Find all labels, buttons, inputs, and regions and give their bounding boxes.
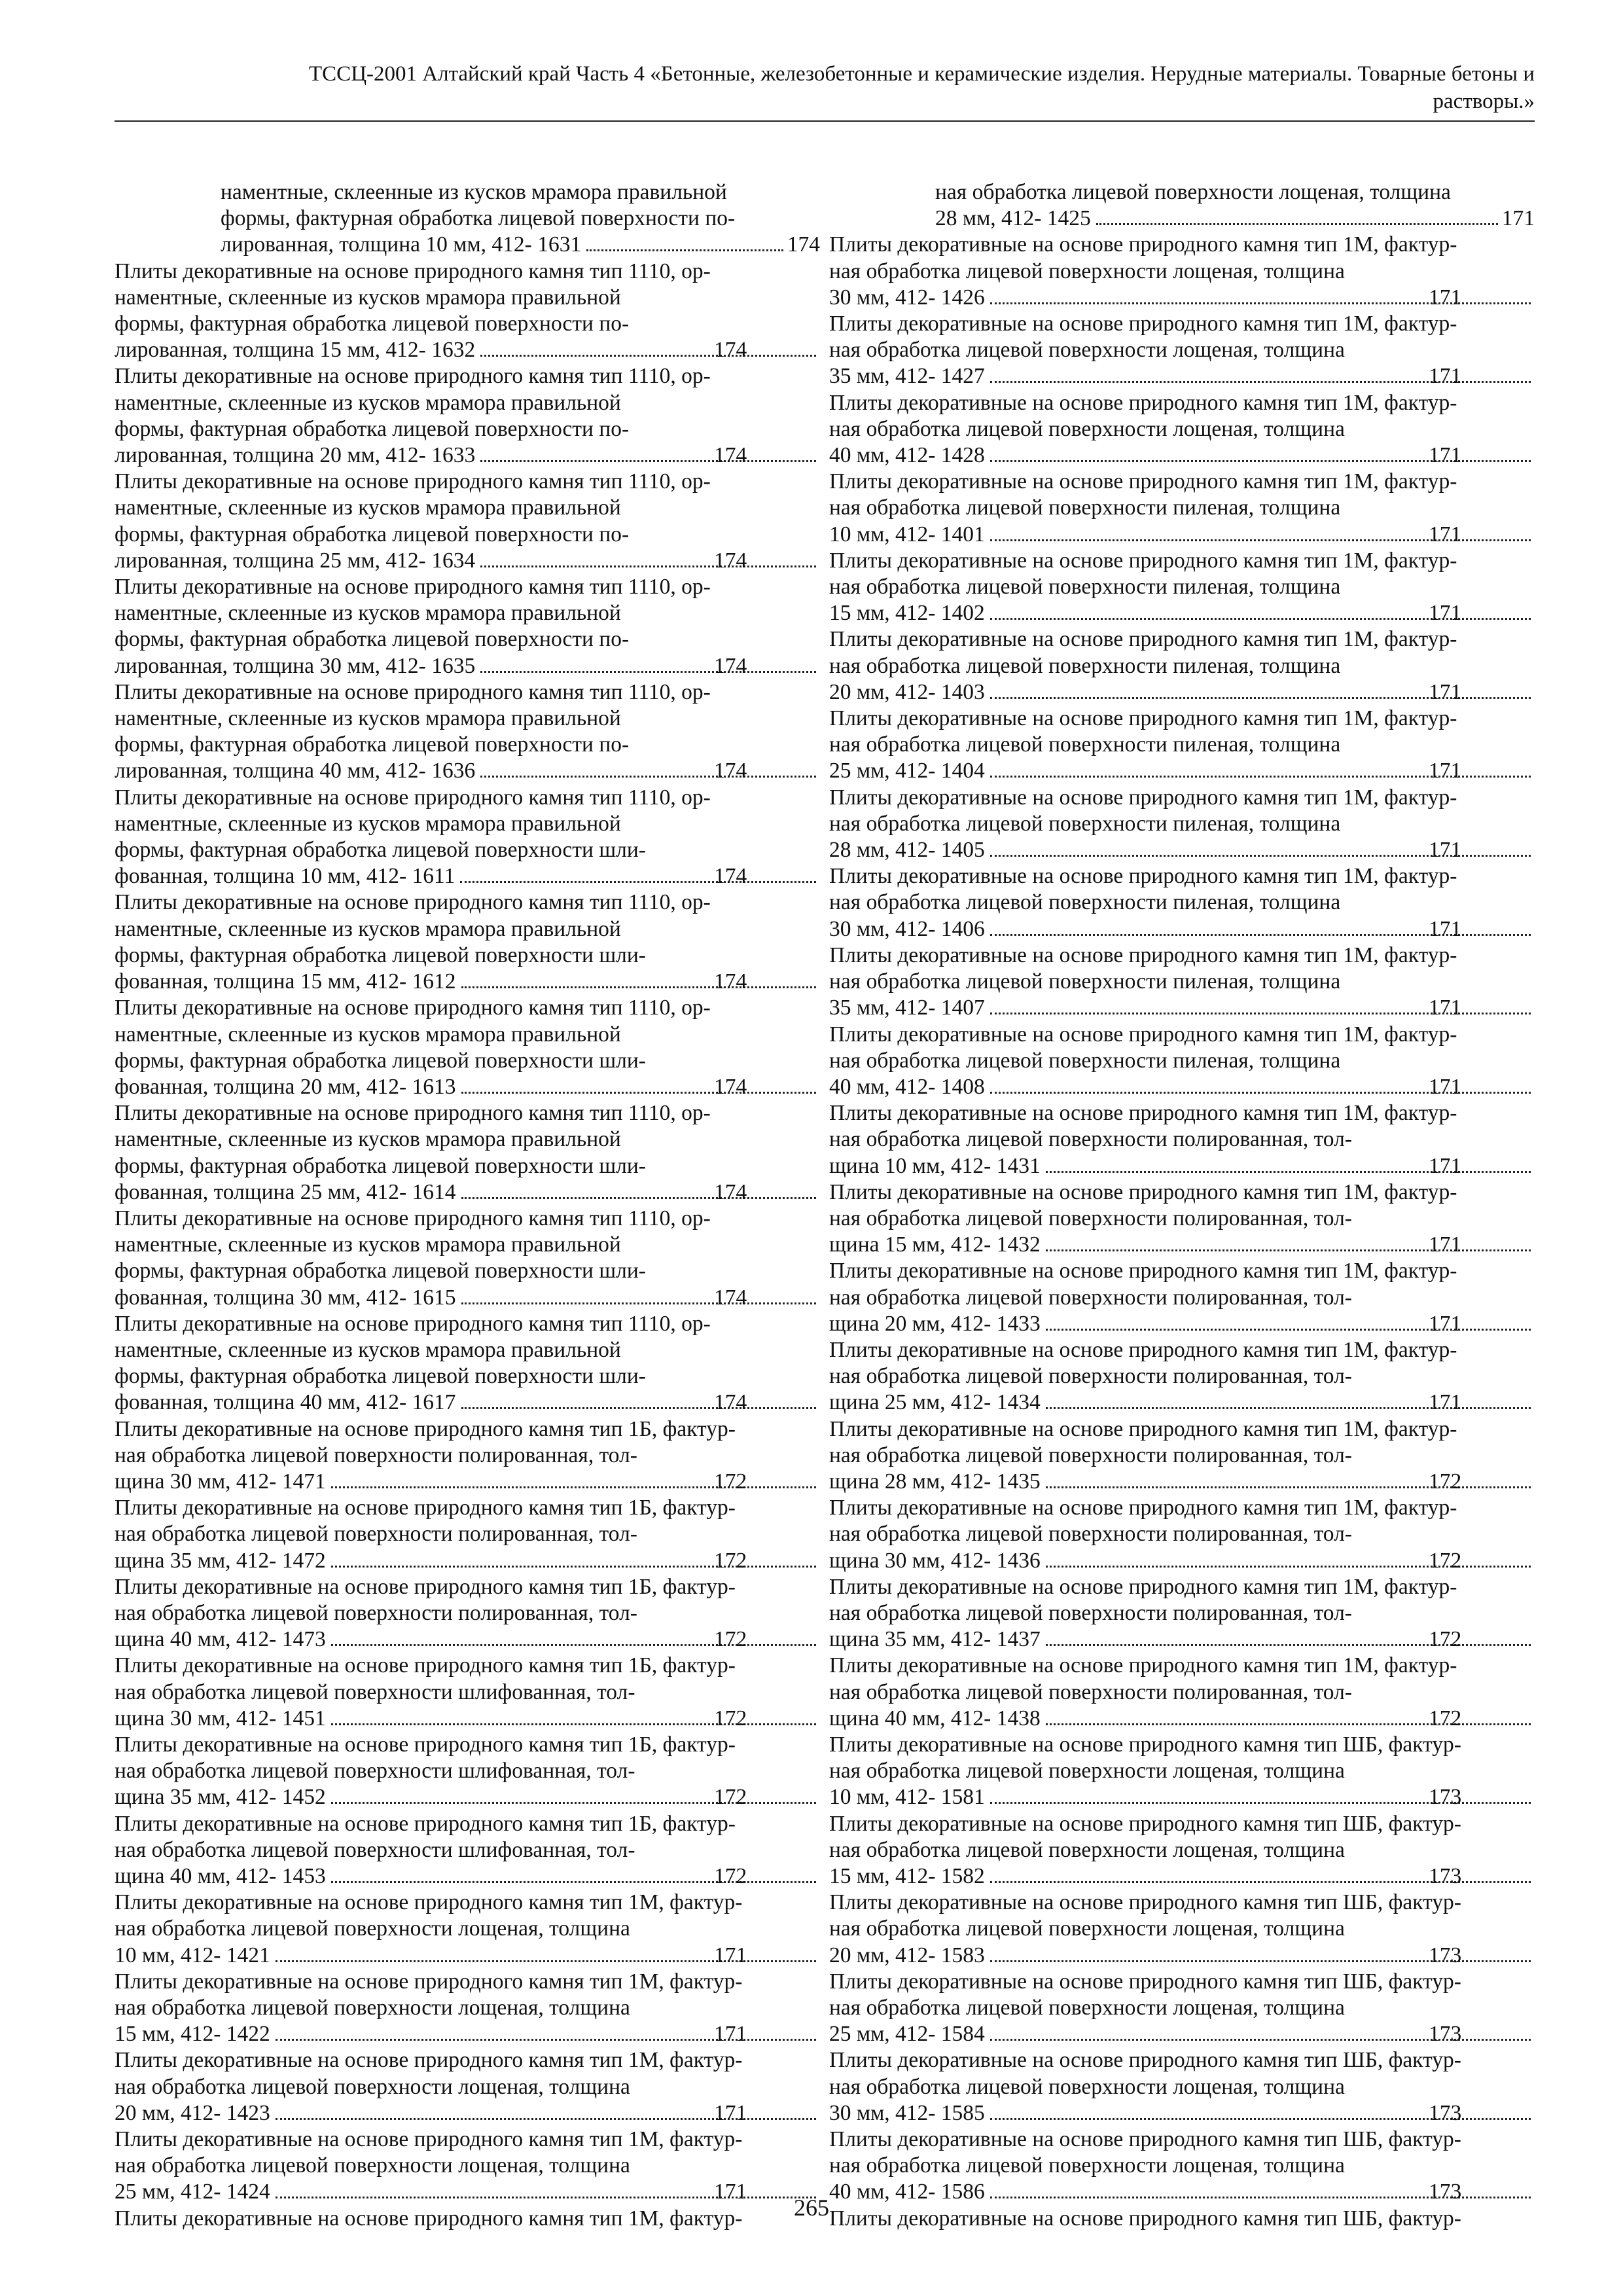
index-entry-code: фованная, толщина 10 мм, 412- 1611 <box>115 864 455 889</box>
index-entry-final-line: лированная, толщина 40 мм, 412- 1636 174 <box>221 758 820 784</box>
index-entry-line: Плиты декоративные на основе природного камня тип ШБ, фактур- <box>829 2048 1461 2073</box>
index-entry <box>115 785 820 890</box>
index-entry-code: 40 мм, 412- 1408 <box>829 1074 985 1099</box>
index-entry <box>115 1206 820 1311</box>
index-entry-final-line: щина 20 мм, 412- 1433 171 <box>935 1311 1535 1337</box>
dot-leader <box>480 671 816 673</box>
index-entry-code: 20 мм, 412- 1423 <box>115 2100 270 2125</box>
index-entry-line: формы, фактурная обработка лицевой поверхности шли- <box>115 1153 646 1178</box>
index-entry <box>115 1416 820 1496</box>
index-entry-code: фованная, толщина 20 мм, 412- 1613 <box>115 1074 456 1099</box>
index-entry-final-line: лированная, толщина 20 мм, 412- 1633 174 <box>221 442 820 469</box>
dot-leader <box>461 986 816 988</box>
index-entry-code: щина 30 мм, 412- 1436 <box>829 1548 1041 1573</box>
index-entry-final-line: фованная, толщина 30 мм, 412- 1615 174 <box>221 1285 820 1311</box>
index-entry-line: ная обработка лицевой поверхности пиленая, толщина <box>829 732 1341 757</box>
index-entry <box>115 179 820 259</box>
index-entry-final-line: 35 мм, 412- 1407 171 <box>935 995 1535 1021</box>
running-header-line-1: ТССЦ-2001 Алтайский край Часть 4 «Бетонные, железобетонные и керамические изделия. Нерудные материалы. Товарные бетоны и <box>309 62 1535 86</box>
index-entry-line: Плиты декоративные на основе природного камня тип 1Б, фактур- <box>115 1416 736 1441</box>
index-entry-code: 30 мм, 412- 1426 <box>829 285 985 310</box>
index-entry-code: лированная, толщина 20 мм, 412- 1633 <box>115 443 476 468</box>
index-entry-line: Плиты декоративные на основе природного камня тип ШБ, фактур- <box>829 2206 1461 2231</box>
index-entry-line: ная обработка лицевой поверхности полированная, тол- <box>829 1679 1352 1704</box>
index-entry-line: ная обработка лицевой поверхности пиленая, толщина <box>829 1048 1341 1073</box>
index-entry-code: щина 15 мм, 412- 1432 <box>829 1232 1041 1257</box>
index-entry-code: фованная, толщина 30 мм, 412- 1615 <box>115 1285 456 1310</box>
index-entry-line: Плиты декоративные на основе природного камня тип 1М, фактур- <box>829 1259 1457 1283</box>
index-entry-code: 25 мм, 412- 1424 <box>115 2179 270 2204</box>
index-entry <box>115 1969 820 2048</box>
index-entry-line: наментные, склеенные из кусков мрамора правильной <box>115 285 621 310</box>
index-entry-line: Плиты декоративные на основе природного камня тип 1110, ор- <box>115 575 711 600</box>
index-entry-code: фованная, толщина 15 мм, 412- 1612 <box>115 969 456 994</box>
index-entry-final-line: щина 30 мм, 412- 1436 172 <box>935 1548 1535 1574</box>
index-entry-line: Плиты декоративные на основе природного камня тип 1Б, фактур- <box>115 1496 736 1520</box>
index-column-left <box>115 179 820 2232</box>
index-entry-final-line: 28 мм, 412- 1405 171 <box>935 837 1535 863</box>
index-entry-line: ная обработка лицевой поверхности полированная, тол- <box>829 1600 1352 1625</box>
index-entry-final-line: 25 мм, 412- 1584 173 <box>935 2021 1535 2047</box>
index-entry-line: ная обработка лицевой поверхности шлифованная, тол- <box>115 1679 635 1704</box>
index-entry-code: щина 35 мм, 412- 1452 <box>115 1785 326 1810</box>
index-entry-line: Плиты декоративные на основе природного камня тип 1М, фактур- <box>829 1101 1457 1126</box>
index-entry-line: Плиты декоративные на основе природного камня тип 1Б, фактур- <box>115 1732 736 1757</box>
index-entry-line: ная обработка лицевой поверхности лощеная, толщина <box>829 1759 1345 1784</box>
index-entry-final-line: щина 30 мм, 412- 1451 172 <box>221 1706 820 1732</box>
index-entry-code: 35 мм, 412- 1427 <box>829 364 985 389</box>
index-entry-line: наментные, склеенные из кусков мрамора правильной <box>115 390 621 415</box>
index-entry-line: ная обработка лицевой поверхности пиленая, толщина <box>829 575 1341 600</box>
index-page-ref: 171 <box>1501 206 1535 231</box>
index-entry-final-line: фованная, толщина 25 мм, 412- 1614 174 <box>221 1179 820 1206</box>
dot-leader <box>480 355 816 357</box>
index-entry <box>829 706 1535 785</box>
index-entry-line: формы, фактурная обработка лицевой поверхности по- <box>115 522 630 547</box>
index-entry-line: ная обработка лицевой поверхности лощеная, толщина <box>829 2153 1345 2178</box>
index-entry-line: ная обработка лицевой поверхности лощеная, толщина <box>829 1916 1345 1941</box>
index-entry <box>115 1495 820 1574</box>
index-entry-line: ная обработка лицевой поверхности пиленая, толщина <box>829 495 1341 520</box>
index-entry-code: щина 28 мм, 412- 1435 <box>829 1469 1041 1494</box>
index-entry-code: щина 40 мм, 412- 1473 <box>115 1627 326 1652</box>
index-entry-line: формы, фактурная обработка лицевой поверхности по- <box>115 312 630 336</box>
index-entry-line: Плиты декоративные на основе природного камня тип 1М, фактур- <box>829 1653 1457 1678</box>
index-entry-line: Плиты декоративные на основе природного камня тип 1110, ор- <box>115 996 711 1020</box>
index-entry <box>829 863 1535 942</box>
index-entry-code: 40 мм, 412- 1428 <box>829 443 985 468</box>
index-entry <box>829 1574 1535 1653</box>
index-entry-code: 20 мм, 412- 1583 <box>829 1943 985 1967</box>
dot-leader <box>480 776 816 778</box>
index-entry <box>829 1890 1535 1969</box>
index-entry-line: ная обработка лицевой поверхности полированная, тол- <box>115 1443 637 1467</box>
index-entry <box>115 1574 820 1653</box>
index-entry <box>829 1022 1535 1101</box>
index-entry-code: 10 мм, 412- 1401 <box>829 522 985 547</box>
header-divider <box>115 120 1535 122</box>
dot-leader <box>480 565 816 567</box>
index-entry-final-line: щина 40 мм, 412- 1438 172 <box>935 1706 1535 1732</box>
index-entry <box>829 942 1535 1022</box>
index-entry-line: Плиты декоративные на основе природного камня тип 1М, фактур- <box>829 942 1457 967</box>
index-entry-code: лированная, толщина 10 мм, 412- 1631 <box>221 232 582 257</box>
index-entry-line: ная обработка лицевой поверхности пиленая, толщина <box>829 811 1341 836</box>
index-entry <box>115 1811 820 1890</box>
index-entry <box>829 1495 1535 1574</box>
index-entry-final-line: лированная, толщина 15 мм, 412- 1632 174 <box>221 337 820 363</box>
index-entry-final-line: фованная, толщина 10 мм, 412- 1611 174 <box>221 863 820 889</box>
index-entry-line: наментные, склеенные из кусков мрамора правильной <box>115 495 621 520</box>
index-entry-line: Плиты декоративные на основе природного камня тип 1М, фактур- <box>829 1022 1457 1047</box>
index-entry-code: щина 40 мм, 412- 1438 <box>829 1706 1041 1731</box>
index-entry-final-line: щина 10 мм, 412- 1431 171 <box>935 1153 1535 1179</box>
index-entry-line: ная обработка лицевой поверхности лощеная, толщина <box>115 1996 630 2020</box>
index-entry <box>115 679 820 785</box>
index-entry-line: ная обработка лицевой поверхности полированная, тол- <box>829 1364 1352 1389</box>
index-entry-line: Плиты декоративные на основе природного камня тип 1110, ор- <box>115 1206 711 1230</box>
dot-leader <box>461 1302 816 1304</box>
index-entry <box>829 1811 1535 1890</box>
index-entry-final-line: щина 15 мм, 412- 1432 171 <box>935 1232 1535 1258</box>
index-entry-line: Плиты декоративные на основе природного камня тип 1М, фактур- <box>829 232 1457 257</box>
index-entry-code: 20 мм, 412- 1403 <box>829 679 985 704</box>
index-entry-line: формы, фактурная обработка лицевой поверхности шли- <box>115 1048 646 1073</box>
index-entry-final-line <box>935 206 1535 232</box>
index-entry-line: Плиты декоративные на основе природного камня тип ШБ, фактур- <box>829 1890 1461 1915</box>
index-entry-final-line: 10 мм, 412- 1401 171 <box>935 522 1535 548</box>
index-entry-line: формы, фактурная обработка лицевой поверхности шли- <box>115 1259 646 1283</box>
index-entry-final-line: щина 40 мм, 412- 1453 172 <box>221 1863 820 1890</box>
index-entry <box>829 2047 1535 2126</box>
index-entry-line: Плиты декоративные на основе природного камня тип 1М, фактур- <box>829 1574 1457 1599</box>
index-entry-final-line: 15 мм, 412- 1422 171 <box>221 2021 820 2047</box>
index-entry-line: ная обработка лицевой поверхности лощеная, толщина <box>829 1837 1345 1862</box>
index-entry-code: 15 мм, 412- 1422 <box>115 2022 270 2047</box>
index-entry-code: 28 мм, 412- 1425 <box>935 206 1091 231</box>
index-entry-final-line: щина 35 мм, 412- 1472 172 <box>221 1548 820 1574</box>
index-entry-code: щина 10 мм, 412- 1431 <box>829 1153 1041 1178</box>
index-entry-final-line: 30 мм, 412- 1585 173 <box>935 2100 1535 2126</box>
index-entry-final-line: 40 мм, 412- 1586 173 <box>935 2179 1535 2205</box>
index-entry <box>829 1179 1535 1259</box>
index-entry-line: ная обработка лицевой поверхности лощеная, толщина <box>115 2074 630 2099</box>
index-entry-line: Плиты декоративные на основе природного камня тип 1М, фактур- <box>829 469 1457 494</box>
index-entry-line: Плиты декоративные на основе природного камня тип 1Б, фактур- <box>115 1574 736 1599</box>
index-entry-code: 30 мм, 412- 1585 <box>829 2100 985 2125</box>
index-entry-code: лированная, толщина 40 мм, 412- 1636 <box>115 759 476 783</box>
index-entry <box>829 626 1535 706</box>
index-entry <box>829 1416 1535 1496</box>
index-entry-line: Плиты декоративные на основе природного камня тип 1110, ор- <box>115 679 711 704</box>
dot-leader <box>1096 223 1498 225</box>
index-entry-final-line: 15 мм, 412- 1402 171 <box>935 600 1535 626</box>
index-entry-line: ная обработка лицевой поверхности полированная, тол- <box>115 1600 637 1625</box>
index-entry-code: 28 мм, 412- 1405 <box>829 838 985 863</box>
index-entry-line: Плиты декоративные на основе природного камня тип ШБ, фактур- <box>829 2127 1461 2152</box>
index-entry-final-line: 40 мм, 412- 1428 171 <box>935 442 1535 469</box>
index-entry-final-line: 25 мм, 412- 1424 171 <box>221 2179 820 2205</box>
index-entry <box>829 1337 1535 1416</box>
index-entry-final-line: 20 мм, 412- 1423 171 <box>221 2100 820 2126</box>
index-entry-line: Плиты декоративные на основе природного камня тип ШБ, фактур- <box>829 1732 1461 1757</box>
index-entry-line: ная обработка лицевой поверхности шлифованная, тол- <box>115 1759 635 1784</box>
index-entry-code: 10 мм, 412- 1581 <box>829 1785 985 1810</box>
index-entry <box>115 1890 820 1969</box>
index-entry-final-line <box>221 232 820 258</box>
index-entry-final-line: щина 30 мм, 412- 1471 172 <box>221 1469 820 1495</box>
index-entry-line: ная обработка лицевой поверхности лощеная, толщина <box>115 2153 630 2178</box>
index-entry-line: Плиты декоративные на основе природного камня тип ШБ, фактур- <box>829 1811 1461 1836</box>
index-entry-final-line: 40 мм, 412- 1408 171 <box>935 1074 1535 1100</box>
index-entry-line: ная обработка лицевой поверхности лощеная, толщина <box>829 259 1345 283</box>
index-entry-line: ная обработка лицевой поверхности полированная, тол- <box>829 1285 1352 1310</box>
index-entry-final-line: 10 мм, 412- 1421 171 <box>221 1943 820 1969</box>
index-entry-final-line: щина 28 мм, 412- 1435 172 <box>935 1469 1535 1495</box>
index-entry-code: 25 мм, 412- 1584 <box>829 2022 985 2047</box>
index-entry-line: формы, фактурная обработка лицевой поверхности по- <box>221 206 736 231</box>
index-entry-code: фованная, толщина 40 мм, 412- 1617 <box>115 1390 456 1415</box>
index-entry-code: 10 мм, 412- 1421 <box>115 1943 270 1967</box>
index-entry-line: Плиты декоративные на основе природного камня тип 1М, фактур- <box>829 312 1457 336</box>
index-entry-line: ная обработка лицевой поверхности полированная, тол- <box>115 1522 637 1547</box>
index-entry-final-line: 20 мм, 412- 1403 171 <box>935 679 1535 706</box>
index-entry-final-line: лированная, толщина 30 мм, 412- 1635 174 <box>221 653 820 679</box>
index-entry-final-line: фованная, толщина 40 мм, 412- 1617 174 <box>221 1390 820 1416</box>
index-entry <box>115 889 820 995</box>
index-entry-line: Плиты декоративные на основе природного камня тип 1М, фактур- <box>115 2048 743 2073</box>
index-entry-line: Плиты декоративные на основе природного камня тип 1Б, фактур- <box>115 1811 736 1836</box>
index-entry-code: лированная, толщина 25 мм, 412- 1634 <box>115 548 476 573</box>
index-entry <box>115 2047 820 2126</box>
index-entry <box>115 363 820 469</box>
index-entry-line: Плиты декоративные на основе природного камня тип 1М, фактур- <box>829 1337 1457 1362</box>
index-entry-code: щина 40 мм, 412- 1453 <box>115 1864 326 1888</box>
dot-leader <box>461 1407 816 1409</box>
index-entry <box>829 548 1535 627</box>
index-entry-line: Плиты декоративные на основе природного камня тип 1110, ор- <box>115 1311 711 1336</box>
index-entry-line: Плиты декоративные на основе природного камня тип 1М, фактур- <box>115 1890 743 1915</box>
index-entry-line: Плиты декоративные на основе природного камня тип 1М, фактур- <box>115 1969 743 1994</box>
index-entry-code: 35 мм, 412- 1407 <box>829 996 985 1020</box>
index-entry-line: наментные, склеенные из кусков мрамора правильной <box>115 1127 621 1152</box>
index-entry-line: формы, фактурная обработка лицевой поверхности шли- <box>115 1364 646 1389</box>
index-entry-line: наментные, склеенные из кусков мрамора правильной <box>115 811 621 836</box>
running-header-line-2: растворы.» <box>1433 90 1535 113</box>
index-entry <box>829 390 1535 469</box>
index-column-right <box>829 179 1535 2232</box>
index-entry-line: формы, фактурная обработка лицевой поверхности по- <box>115 732 630 757</box>
index-entry-code: щина 25 мм, 412- 1434 <box>829 1390 1041 1415</box>
index-entry <box>829 1732 1535 1811</box>
index-entry <box>829 179 1535 232</box>
index-entry-line: Плиты декоративные на основе природного камня тип 1М, фактур- <box>829 548 1457 573</box>
index-entry-line: ная обработка лицевой поверхности пиленая, толщина <box>829 653 1341 678</box>
index-entry-code: щина 30 мм, 412- 1451 <box>115 1706 326 1731</box>
index-entry-code: щина 35 мм, 412- 1472 <box>115 1548 326 1573</box>
index-entry <box>829 1100 1535 1179</box>
index-entry-code: щина 35 мм, 412- 1437 <box>829 1627 1041 1652</box>
index-entry-line: наментные, склеенные из кусков мрамора правильной <box>115 1337 621 1362</box>
index-entry-line: формы, фактурная обработка лицевой поверхности шли- <box>115 838 646 863</box>
dot-leader <box>461 1197 816 1199</box>
index-entry-line: ная обработка лицевой поверхности шлифованная, тол- <box>115 1837 635 1862</box>
index-entry-line: наментные, склеенные из кусков мрамора правильной <box>115 706 621 731</box>
dot-leader <box>461 1092 816 1094</box>
index-entry-line: ная обработка лицевой поверхности пиленая, толщина <box>829 969 1341 994</box>
index-entry-line: наментные, склеенные из кусков мрамора правильной <box>115 1232 621 1257</box>
index-entry-line: Плиты декоративные на основе природного камня тип 1110, ор- <box>115 785 711 810</box>
index-entry-line: Плиты декоративные на основе природного камня тип 1М, фактур- <box>829 1179 1457 1204</box>
index-entry-line: наментные, склеенные из кусков мрамора правильной <box>115 916 621 941</box>
index-entry-code: 30 мм, 412- 1406 <box>829 916 985 941</box>
index-entry <box>829 1258 1535 1337</box>
index-entry <box>829 311 1535 390</box>
index-entry-line: Плиты декоративные на основе природного камня тип 1М, фактур- <box>115 2206 743 2231</box>
index-entry-line: ная обработка лицевой поверхности полированная, тол- <box>829 1206 1352 1230</box>
index-entry-line: Плиты декоративные на основе природного камня тип 1110, ор- <box>115 364 711 389</box>
index-entry-line: Плиты декоративные на основе природного камня тип 1М, фактур- <box>829 1496 1457 1520</box>
index-entry <box>115 995 820 1100</box>
index-entry-final-line: 30 мм, 412- 1426 171 <box>935 285 1535 311</box>
index-entry-line: ная обработка лицевой поверхности пиленая, толщина <box>829 890 1341 915</box>
index-entry <box>829 785 1535 864</box>
index-entry-line: Плиты декоративные на основе природного камня тип 1М, фактур- <box>829 390 1457 415</box>
index-entry <box>115 1732 820 1811</box>
index-entry <box>115 469 820 574</box>
index-entry <box>115 1311 820 1416</box>
index-entry-line: Плиты декоративные на основе природного камня тип 1110, ор- <box>115 890 711 915</box>
index-entry-code: лированная, толщина 30 мм, 412- 1635 <box>115 653 476 678</box>
index-entry-line: Плиты декоративные на основе природного камня тип 1Б, фактур- <box>115 1653 736 1678</box>
dot-leader <box>586 249 783 251</box>
index-entry-line: Плиты декоративные на основе природного камня тип 1М, фактур- <box>115 2127 743 2152</box>
index-entry-line: ная обработка лицевой поверхности лощеная, толщина <box>829 1996 1345 2020</box>
index-entry-line: Плиты декоративные на основе природного камня тип 1М, фактур- <box>829 864 1457 889</box>
index-entry <box>829 1653 1535 1732</box>
index-entry-final-line: 20 мм, 412- 1583 173 <box>935 1943 1535 1969</box>
index-entry <box>829 1969 1535 2048</box>
index-entry <box>115 259 820 364</box>
index-page-ref: 174 <box>787 232 820 257</box>
index-entry-line: формы, фактурная обработка лицевой поверхности шли- <box>115 942 646 967</box>
index-entry-line: Плиты декоративные на основе природного камня тип 1110, ор- <box>115 259 711 283</box>
index-entry-line: наментные, склеенные из кусков мрамора правильной <box>115 601 621 626</box>
index-entry-code: 15 мм, 412- 1582 <box>829 1864 985 1888</box>
index-entry-line: ная обработка лицевой поверхности лощеная, толщина <box>829 416 1345 441</box>
index-entry-final-line: щина 40 мм, 412- 1473 172 <box>221 1626 820 1653</box>
index-entry-final-line: щина 35 мм, 412- 1452 172 <box>221 1784 820 1810</box>
index-entry-code: лированная, толщина 15 мм, 412- 1632 <box>115 338 476 363</box>
running-header <box>115 60 1535 115</box>
index-entry-code: фованная, толщина 25 мм, 412- 1614 <box>115 1179 456 1204</box>
index-entry <box>115 1100 820 1206</box>
index-entry-final-line: 10 мм, 412- 1581 173 <box>935 1784 1535 1810</box>
page-number: 265 <box>794 2195 829 2221</box>
index-entry-line: Плиты декоративные на основе природного камня тип 1110, ор- <box>115 469 711 494</box>
index-entry-line: Плиты декоративные на основе природного камня тип 1М, фактур- <box>829 785 1457 810</box>
index-entry <box>115 1653 820 1732</box>
index-entry-line: наментные, склеенные из кусков мрамора правильной <box>115 1022 621 1047</box>
index-entry-line: ная обработка лицевой поверхности лощеная, толщина <box>829 2074 1345 2099</box>
index-entry-line: ная обработка лицевой поверхности лощеная, толщина <box>115 1916 630 1941</box>
index-entry-line: формы, фактурная обработка лицевой поверхности по- <box>115 416 630 441</box>
index-entry-code: щина 20 мм, 412- 1433 <box>829 1311 1041 1336</box>
index-entry <box>829 232 1535 311</box>
dot-leader <box>480 460 816 462</box>
index-entry-final-line: 15 мм, 412- 1582 173 <box>935 1863 1535 1890</box>
index-entry-line: ная обработка лицевой поверхности полированная, тол- <box>829 1522 1352 1547</box>
index-entry-code: щина 30 мм, 412- 1471 <box>115 1469 326 1494</box>
index-entry-final-line: 25 мм, 412- 1404 171 <box>935 758 1535 784</box>
index-entry-code: 25 мм, 412- 1404 <box>829 759 985 783</box>
index-entry-final-line: 35 мм, 412- 1427 171 <box>935 363 1535 389</box>
index-entry <box>115 574 820 679</box>
index-entry-final-line: фованная, толщина 15 мм, 412- 1612 174 <box>221 969 820 995</box>
index-entry-line: Плиты декоративные на основе природного камня тип 1М, фактур- <box>829 706 1457 731</box>
index-entry-final-line: щина 25 мм, 412- 1434 171 <box>935 1390 1535 1416</box>
index-entry-code: 15 мм, 412- 1402 <box>829 601 985 626</box>
index-entry-line: ная обработка лицевой поверхности полированная, тол- <box>829 1127 1352 1152</box>
dot-leader <box>460 881 816 883</box>
index-entry-line: ная обработка лицевой поверхности полированная, тол- <box>829 1443 1352 1467</box>
index-entry-final-line: щина 35 мм, 412- 1437 172 <box>935 1626 1535 1653</box>
index-entry-code: 40 мм, 412- 1586 <box>829 2179 985 2204</box>
index-entry-line: Плиты декоративные на основе природного камня тип ШБ, фактур- <box>829 1969 1461 1994</box>
index-entry-line: Плиты декоративные на основе природного камня тип 1110, ор- <box>115 1101 711 1126</box>
index-entry <box>829 469 1535 548</box>
index-entry-final-line: 30 мм, 412- 1406 171 <box>935 916 1535 942</box>
index-entry-line: ная обработка лицевой поверхности лощеная, толщина <box>829 338 1345 363</box>
index-entry-line: Плиты декоративные на основе природного камня тип 1М, фактур- <box>829 627 1457 652</box>
index-entry-line: формы, фактурная обработка лицевой поверхности по- <box>115 627 630 652</box>
index-entry-line: Плиты декоративные на основе природного камня тип 1М, фактур- <box>829 1416 1457 1441</box>
index-entry-final-line: фованная, толщина 20 мм, 412- 1613 174 <box>221 1074 820 1100</box>
index-entry-line: наментные, склеенные из кусков мрамора правильной <box>221 180 727 204</box>
index-entry-line: ная обработка лицевой поверхности лощеная, толщина <box>935 180 1451 204</box>
index-entry-final-line: лированная, толщина 25 мм, 412- 1634 174 <box>221 548 820 574</box>
